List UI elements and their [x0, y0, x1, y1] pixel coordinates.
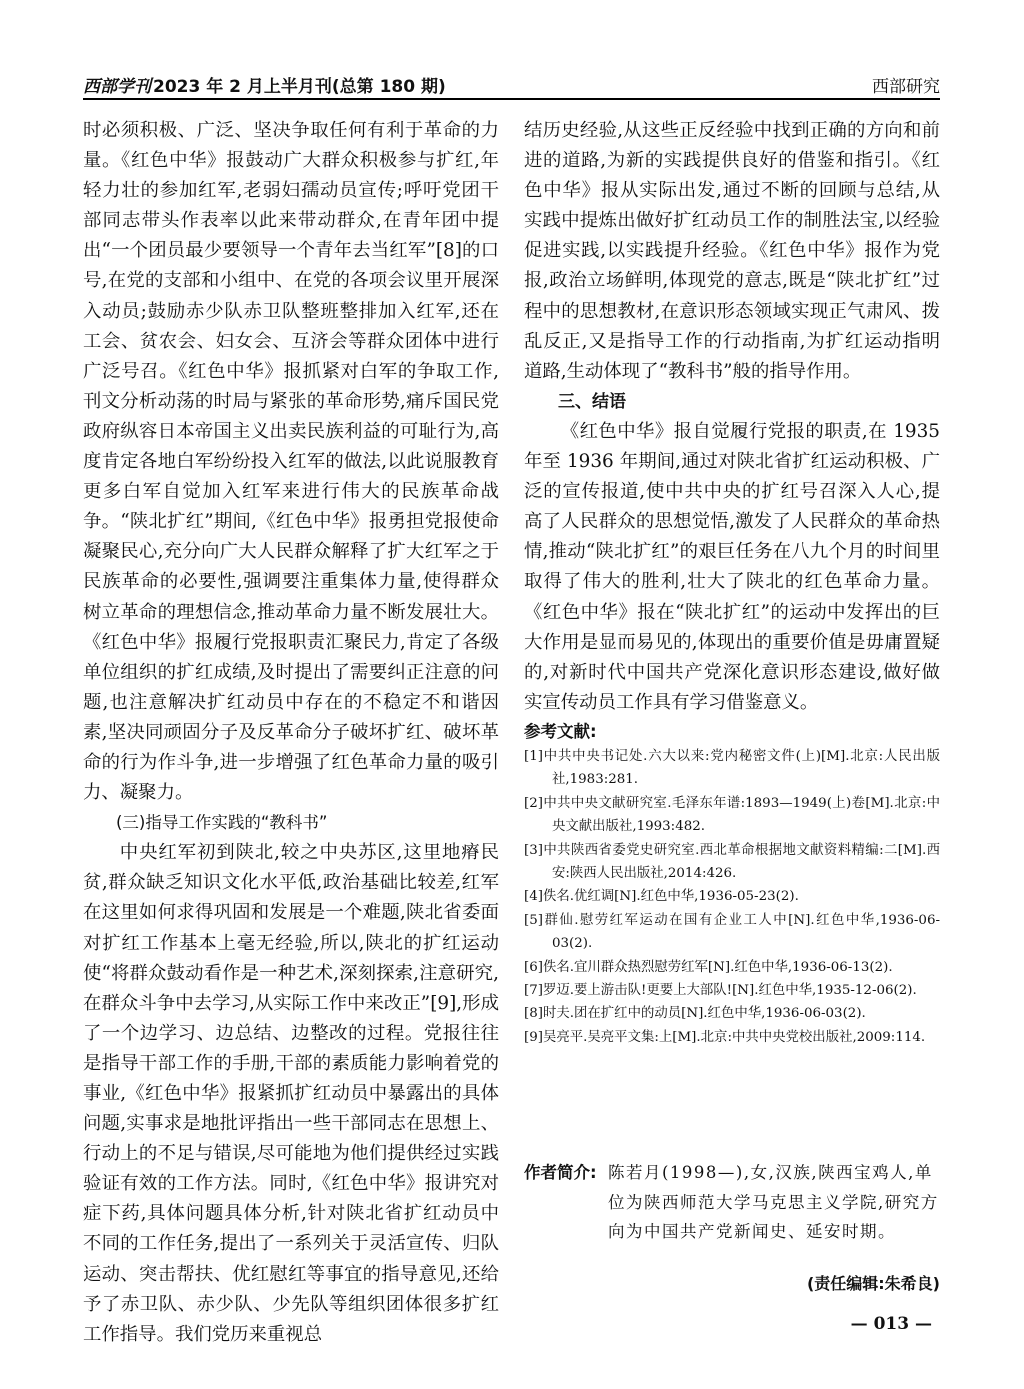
body-paragraph: 结历史经验,从这些正反经验中找到正确的方向和前进的道路,为新的实践提供良好的借鉴和指引。《红色中华》报从实际出发,通过不断的回顾与总结,从实践中提炼出做好扩红动员工作的制胜法宝,以经验促进实践,以实践提升经验。《红色中华》报作为党报,政治立场鲜明,体现党的意志,既是“陕北扩红”过程中的思想教材,在意识形态领域实现正气肃风、拨乱反正,又是指导工作的行动指南,为扩红运动指明道路,生动体现了“教科书”般的指导作用。	[524, 120, 940, 382]
reference-item: [1]中共中央书记处.六大以来:党内秘密文件(上)[M].北京:人民出版社,1983:281.	[524, 749, 940, 788]
responsible-editor: (责任编辑:朱希良)	[806, 1274, 940, 1293]
journal-logo: 西部学刊	[83, 77, 151, 97]
page-header	[83, 68, 940, 98]
left-column	[83, 116, 499, 1350]
body-paragraph: 时必须积极、广泛、坚决争取任何有利于革命的力量。《红色中华》报鼓动广大群众积极参与扩红,年轻力壮的参加红军,老弱妇孺动员宣传;呼吁党团干部同志带头作表率以此来带动群众,在青年团中提出“一个团员最少要领导一个青年去当红军”[8]的口号,在党的支部和小组中、在党的各项会议里开展深入动员;鼓励赤少队赤卫队整班整排加入红军,还在工会、贫农会、妇女会、互济会等群众团体中进行广泛号召。《红色中华》报抓紧对白军的争取工作,刊文分析动荡的时局与紧张的革命形势,痛斥国民党政府纵容日本帝国主义出卖民族利益的可耻行为,高度肯定各地白军纷纷投入红军的做法,以此说服教育更多白军自觉加入红军来进行伟大的民族革命战争。“陕北扩红”期间,《红色中华》报勇担党报使命凝聚民心,充分向广大人民群众解释了扩大红军之于民族革命的必要性,强调要注重集体力量,使得群众树立革命的理想信念,推动革命力量不断发展壮大。《红色中华》报履行党报职责汇聚民力,肯定了各级单位组织的扩红成绩,及时提出了需要纠正注意的问题,也注意解决扩红动员中存在的不稳定不和谐因素,坚决同顽固分子及反革命分子破坏扩红、破坏革命的行为作斗争,进一步增强了红色革命力量的吸引力、凝聚力。	[83, 120, 499, 804]
reference-item: [5]群仙.慰劳红军运动在国有企业工人中[N].红色中华,1936-06-03(2).	[524, 912, 940, 952]
author-bio-label: 作者简介:	[524, 1163, 597, 1182]
reference-item: [3]中共陕西省委党史研究室.西北革命根据地文献资料精编:二[M].西安:陕西人民出版社,2014:426.	[524, 842, 940, 882]
subsection-heading: (三)指导工作实践的“教科书”	[116, 813, 328, 833]
journal-issue-line	[83, 72, 446, 97]
body-paragraph: 《红色中华》报自觉履行党报的职责,在 1935 年至 1936 年期间,通过对陕北省扩红运动积极、广泛的宣传报道,使中共中央的扩红号召深入人心,提高了人民群众的思想觉悟,激发了人民群众的革命热情,推动“陕北扩红”的艰巨任务在八九个月的时间里取得了伟大的胜利,壮大了陕北的红色革命力量。《红色中华》报在“陕北扩红”的运动中发挥出的巨大作用是显而易见的,体现出的重要价值是毋庸置疑的,对新时代中国共产党深化意识形态建设,做好做实宣传动员工作具有学习借鉴意义。	[524, 420, 940, 713]
reference-item: [9]吴亮平.吴亮平文集:上[M].北京:中共中央党校出版社,2009:114.	[524, 1029, 926, 1045]
author-bio	[524, 1158, 940, 1247]
section-heading: 三、结语	[558, 391, 626, 412]
reference-item: [2]中共中央文献研究室.毛泽东年谱:1893—1949(上)卷[M].北京:中央文献出版社,1993:482.	[524, 795, 940, 835]
author-bio-text: 陈若月(1998—),女,汉族,陕西宝鸡人,单位为陕西师范大学马克思主义学院,研究方向为中国共产党新闻史、延安时期。	[608, 1163, 939, 1241]
reference-item: [6]佚名.宜川群众热烈慰劳红军[N].红色中华,1936-06-13(2).	[524, 959, 893, 975]
page-number: — 013 —	[850, 1314, 932, 1334]
header-rule	[83, 98, 940, 100]
reference-item: [4]佚名.优红调[N].红色中华,1936-05-23(2).	[524, 889, 799, 905]
references-title: 参考文献:	[524, 722, 597, 741]
reference-item: [7]罗迈.要上游击队!更要上大部队![N].红色中华,1935-12-06(2).	[524, 983, 917, 999]
body-paragraph: 中央红军初到陕北,较之中央苏区,这里地瘠民贫,群众缺乏知识文化水平低,政治基础比较差,红军在这里如何求得巩固和发展是一个难题,陕北省委面对扩红工作基本上毫无经验,所以,陕北的扩红运动使“将群众鼓动看作是一种艺术,深刻探索,注意研究,在群众斗争中去学习,从实际工作中来改正”[9],形成了一个边学习、边总结、边整改的过程。党报往往是指导干部工作的手册,干部的素质能力影响着党的事业,《红色中华》报紧抓扩红动员中暴露出的具体问题,实事求是地批评指出一些干部同志在思想上、行动上的不足与错误,尽可能地为他们提供经过实践验证有效的工作方法。同时,《红色中华》报讲究对症下药,具体问题具体分析,针对陕北省扩红动员中不同的工作任务,提出了一系列关于灵活宣传、归队运动、突击帮扶、优红慰红等事宜的指导意见,还给予了赤卫队、赤少队、少先队等组织团体很多扩红工作指导。我们党历来重视总	[83, 842, 499, 1345]
reference-item: [8]时夫.团在扩红中的动员[N].红色中华,1936-06-03(2).	[524, 1006, 866, 1022]
right-column	[524, 116, 940, 718]
reference-list	[524, 745, 940, 1049]
issue-info: 2023 年 2 月上半月刊(总第 180 期)	[153, 77, 446, 97]
section-name: 西部研究	[872, 77, 940, 97]
